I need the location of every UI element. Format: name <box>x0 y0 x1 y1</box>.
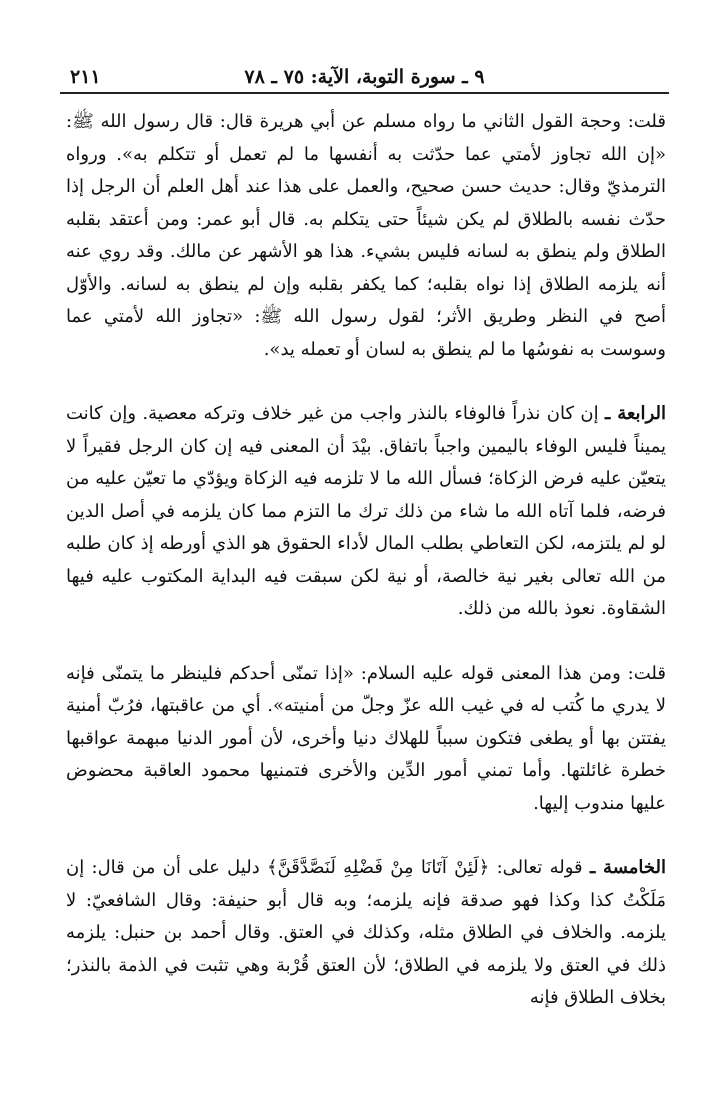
paragraph-khamisa <box>66 852 666 1015</box>
section-heading-khamisa: الخامسة ـ <box>589 857 666 878</box>
page-header <box>60 62 669 92</box>
header-rule <box>60 92 669 94</box>
paragraph-qult-1 <box>66 106 666 366</box>
paragraph-text: قلت: ومن هذا المعنى قوله عليه السلام: «إذا تمنّى أحدكم فلينظر ما يتمنّى فإنه لا يدري ما كُتب له في غيب الله عزّ وجلّ من أمنيته». أي من عاقبتها، فرُبّ أمنية يفتتن بها أو يطغى فتكون سبباً للهلاك دنيا وأخرى، لأن أمور الدنيا مبهمة عواقبها خطرة غائلتها. وأما تمني أمور الدِّين والأخرى فتمنيها محمود العاقبة محضوض عليها مندوب إليها. <box>66 662 666 814</box>
section-heading-rabiaa: الرابعة ـ <box>605 403 666 424</box>
page-number: ٢١١ <box>70 66 101 88</box>
page-body <box>66 106 666 1015</box>
paragraph-qult-2 <box>66 658 666 821</box>
running-title: ٩ ـ سورة التوبة، الآية: ٧٥ ـ ٧٨ <box>244 66 485 88</box>
paragraph-text: قلت: وحجة القول الثاني ما رواه مسلم عن أبي هريرة قال: قال رسول الله ﷺ: «إن الله تجاوز لأمتي عما حدّثت به أنفسها ما لم تعمل أو تتكلم به». ورواه الترمذيّ وقال: حديث حسن صحيح، والعمل على هذا عند أهل العلم أن الرجل إذا حدّث نفسه بالطلاق لم يكن شيئاً حتى يتكلم به. قال أبو عمر: ومن أعتقد بقلبه الطلاق ولم ينطق به لسانه فليس بشيء. هذا هو الأشهر عن مالك. وقد روي عنه أنه يلزمه الطلاق إذا نواه بقلبه؛ كما يكفر بقلبه وإن لم ينطق به لسانه. والأوّل أصح في النظر وطريق الأثر؛ لقول رسول الله ﷺ: «تجاوز الله لأمتي عما وسوست به نفوسُها ما لم ينطق به لسان أو تعمله يد». <box>66 111 666 360</box>
paragraph-rabiaa <box>66 398 666 626</box>
paragraph-text: إن كان نذراً فالوفاء بالنذر واجب من غير خلاف وتركه معصية. وإن كانت يميناً فليس الوفاء باليمين واجباً باتفاق. بيْدَ أن المعنى فيه إن كان الرجل فقيراً لا يتعيّن عليه فرض الزكاة؛ فسأل الله ما لا تلزمه فيه الزكاة ويؤدّي ما تعيّن عليه من فرضه، فلما آتاه الله ما شاء من ذلك ترك ما التزم مما كان يلزمه في أصل الدين لو لم يلتزمه، لكن التعاطي بطلب المال لأداء الحقوق هو الذي أورطه إذ كان طلبه من الله تعالى بغير نية خالصة، أو نية لكن سبقت فيه البداية المكتوب عليه فيها الشقاوة. نعوذ بالله من ذلك. <box>66 403 666 619</box>
paragraph-text: قوله تعالى: ﴿لَئِنْ آتَانَا مِنْ فَضْلِهِ لَنَصَّدَّقَنَّ﴾ دليل على أن من قال: إن مَلَكْتُ كذا وكذا فهو صدقة فإنه يلزمه؛ وبه قال أبو حنيفة: وقال الشافعيّ: لا يلزمه. والخلاف في الطلاق مثله، وكذلك في العتق. وقال أحمد بن حنبل: يلزمه ذلك في العتق ولا يلزمه في الطلاق؛ لأن العتق قُرْبة وهي تثبت في الذمة بالنذر؛ بخلاف الطلاق فإنه <box>66 857 666 1008</box>
